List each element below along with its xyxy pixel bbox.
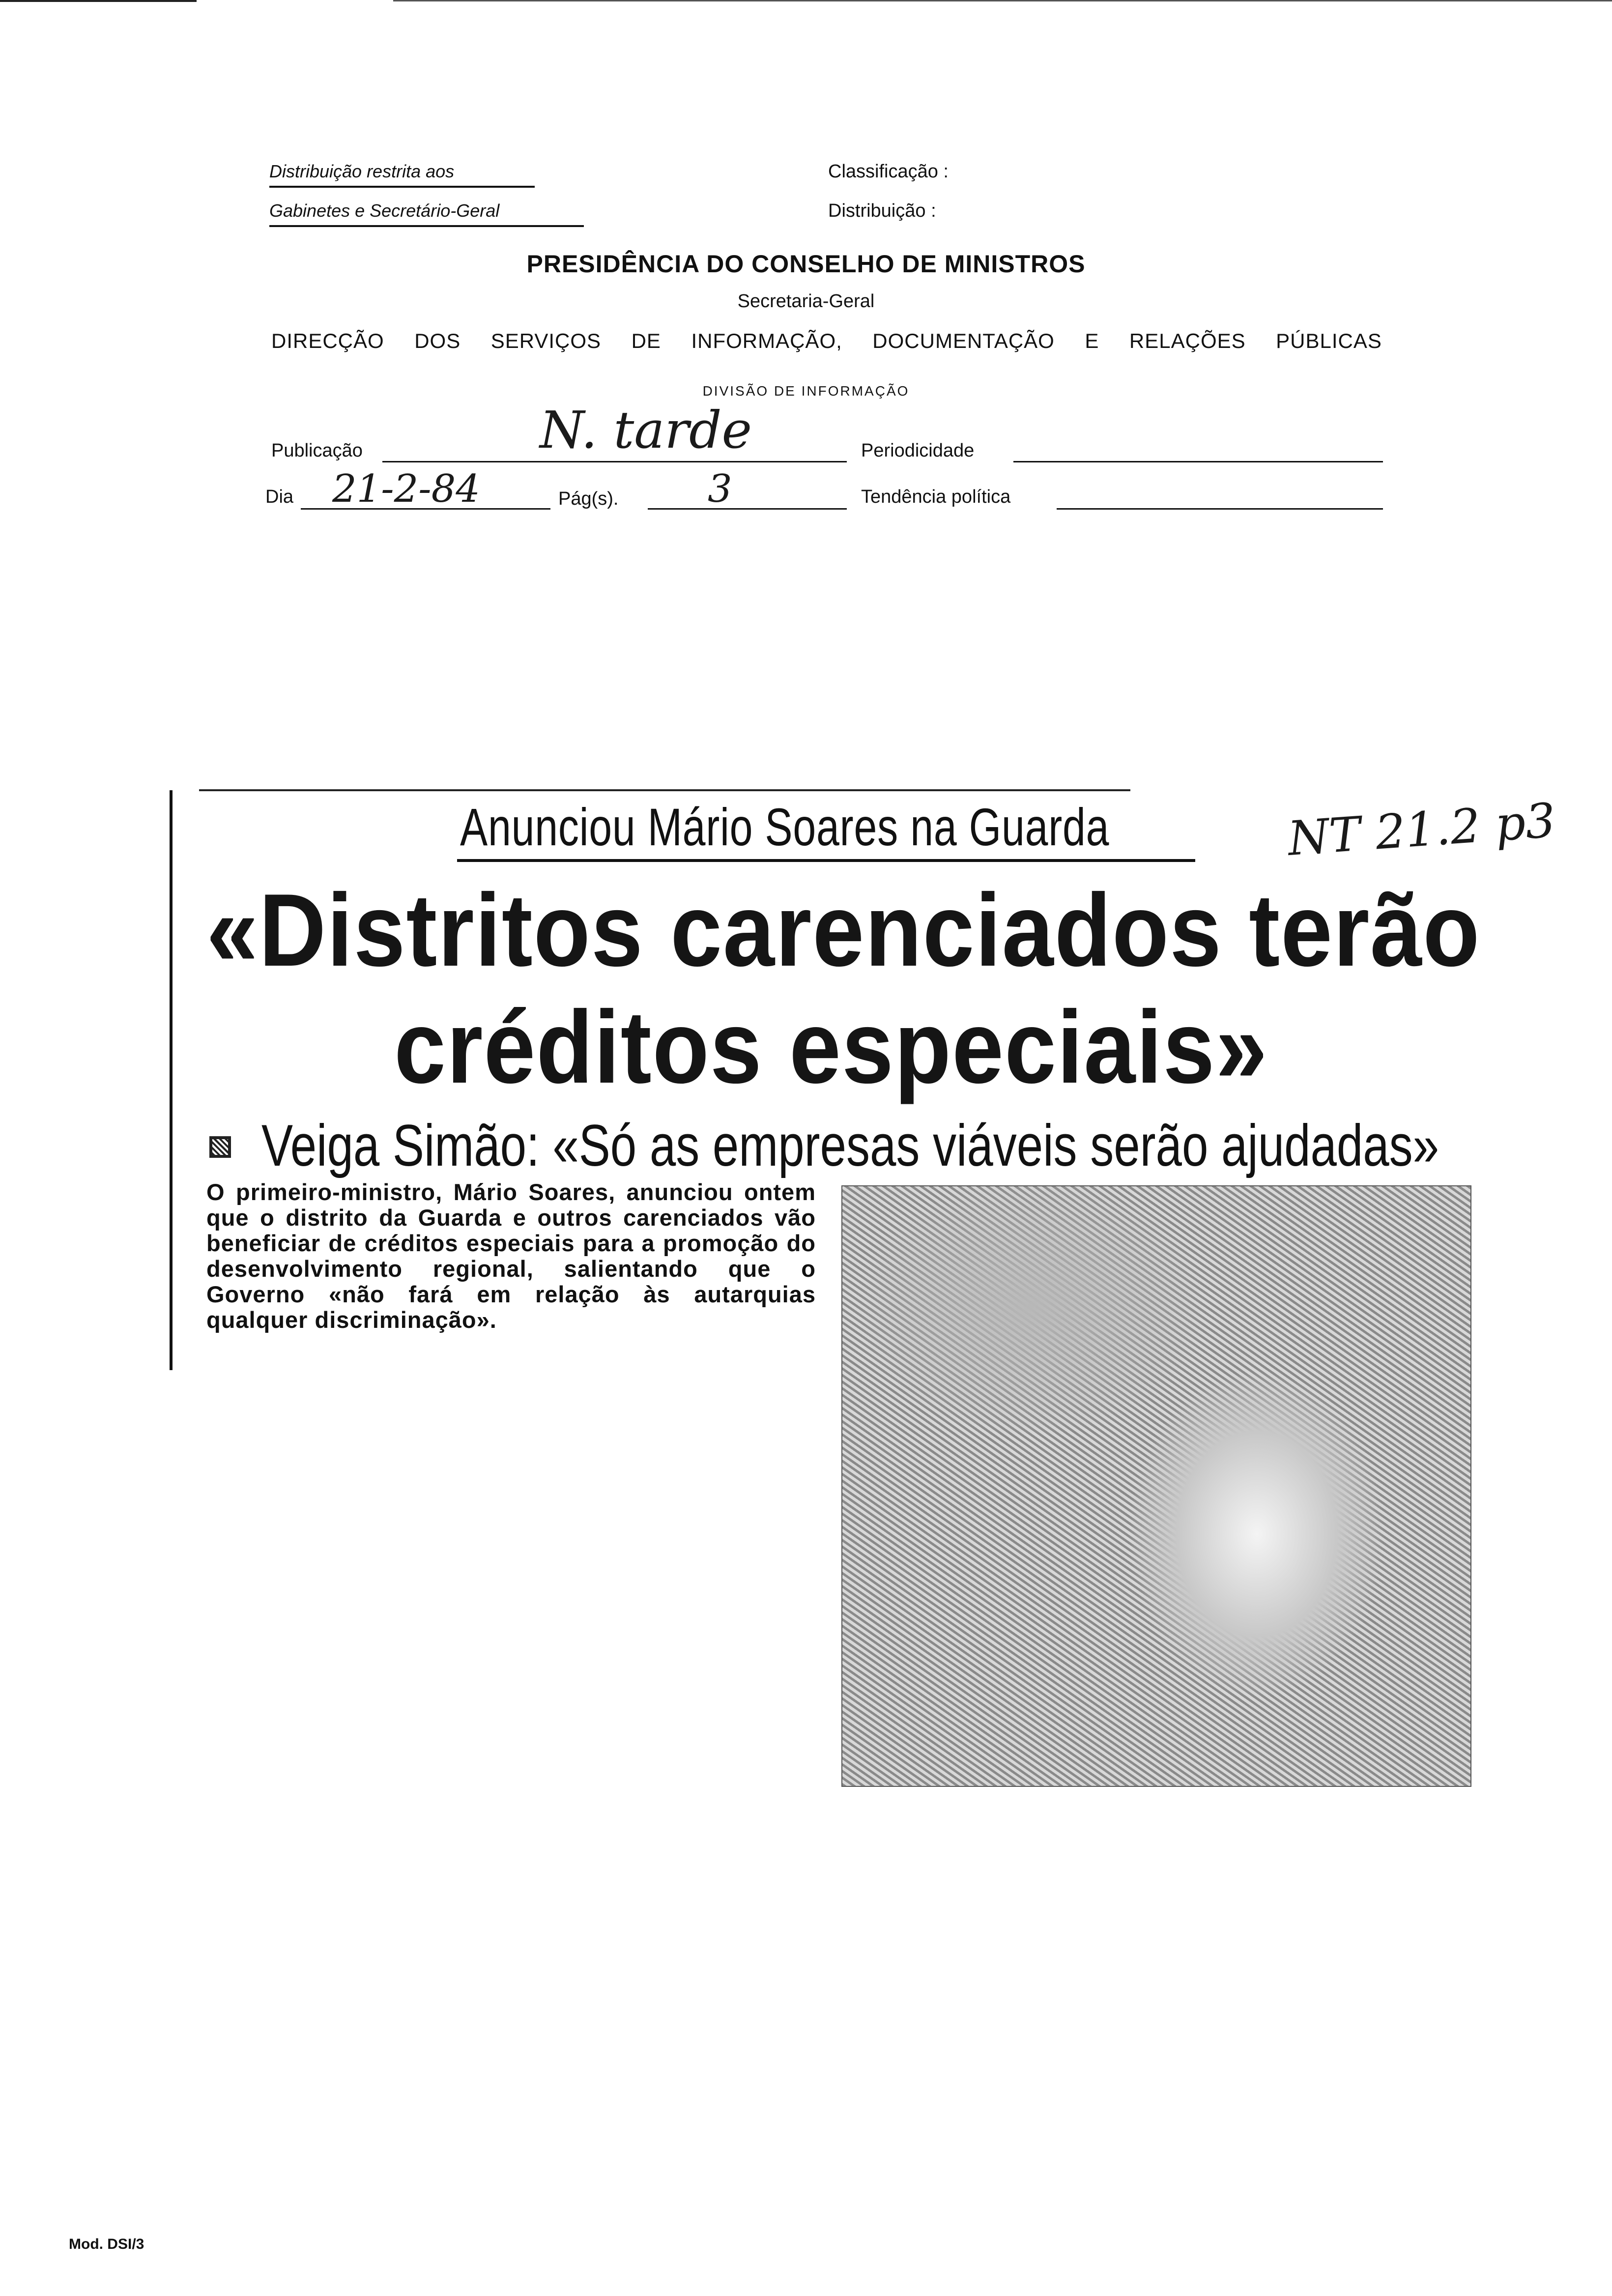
handwritten-margin-note: NT 21.2 p3: [1286, 793, 1557, 866]
kicker-underline: [457, 859, 1195, 862]
pages-label: Pág(s).: [558, 488, 619, 509]
institution-title: PRESIDÊNCIA DO CONSELHO DE MINISTROS: [526, 250, 1086, 278]
underline: [269, 225, 584, 227]
clipping-left-rule: [170, 790, 173, 1370]
underline: [269, 186, 535, 188]
directorate-title: [271, 329, 1382, 353]
directorate-word: DOS: [414, 329, 461, 352]
directorate-word: SERVIÇOS: [490, 329, 602, 352]
bullet-square-icon: [209, 1136, 231, 1158]
periodicity-field-line: [1013, 461, 1383, 462]
directorate-word: E: [1085, 329, 1099, 352]
tendency-label: Tendência política: [861, 487, 1011, 507]
secretariat-title: Secretaria-Geral: [737, 291, 875, 312]
article-lead-paragraph: O primeiro-ministro, Mário Soares, anunciou ontem que o distrito da Guarda e outros carenciados vão beneficiar de créditos especiais para a promoção do desenvolvimento regional, salientando que o Governo «não fará em relação às autarquias qualquer discriminação».: [206, 1179, 816, 1333]
form-model-code: Mod. DSI/3: [69, 2236, 144, 2252]
classification-label: Classificação :: [828, 161, 949, 182]
division-title: DIVISÃO DE INFORMAÇÃO: [702, 383, 910, 399]
headline-line-1: «Distritos carenciados terão: [206, 872, 1481, 988]
headline-line-2: créditos especiais»: [394, 989, 1268, 1105]
pages-field-line: [648, 508, 847, 510]
directorate-word: INFORMAÇÃO,: [691, 329, 842, 352]
subheadline: Veiga Simão: «Só as empresas viáveis serão ajudadas»: [261, 1113, 1439, 1178]
day-label: Dia: [265, 487, 294, 507]
publication-label: Publicação: [271, 440, 363, 461]
publication-handwritten-value: N. tarde: [540, 400, 752, 460]
pages-handwritten-value: 3: [708, 467, 732, 511]
directorate-word: DOCUMENTAÇÃO: [872, 329, 1055, 352]
distribution-line-1: Distribuição restrita aos: [269, 161, 455, 181]
periodicity-label: Periodicidade: [861, 440, 975, 461]
clipping-top-rule: [199, 789, 1130, 791]
directorate-word: DE: [631, 329, 661, 352]
scan-edge-line: [0, 0, 197, 2]
directorate-word: PÚBLICAS: [1276, 329, 1382, 352]
directorate-word: DIRECÇÃO: [271, 329, 384, 352]
day-handwritten-value: 21-2-84: [332, 467, 480, 511]
scan-edge-line: [393, 0, 1612, 1]
tendency-field-line: [1057, 508, 1383, 510]
publication-field-line: [382, 461, 847, 462]
directorate-word: RELAÇÕES: [1129, 329, 1246, 352]
article-kicker: Anunciou Mário Soares na Guarda: [460, 797, 1110, 857]
article-portrait-photo: [841, 1185, 1471, 1787]
distribution-line-2: Gabinetes e Secretário-Geral: [269, 201, 500, 221]
distribution-label: Distribuição :: [828, 201, 936, 221]
